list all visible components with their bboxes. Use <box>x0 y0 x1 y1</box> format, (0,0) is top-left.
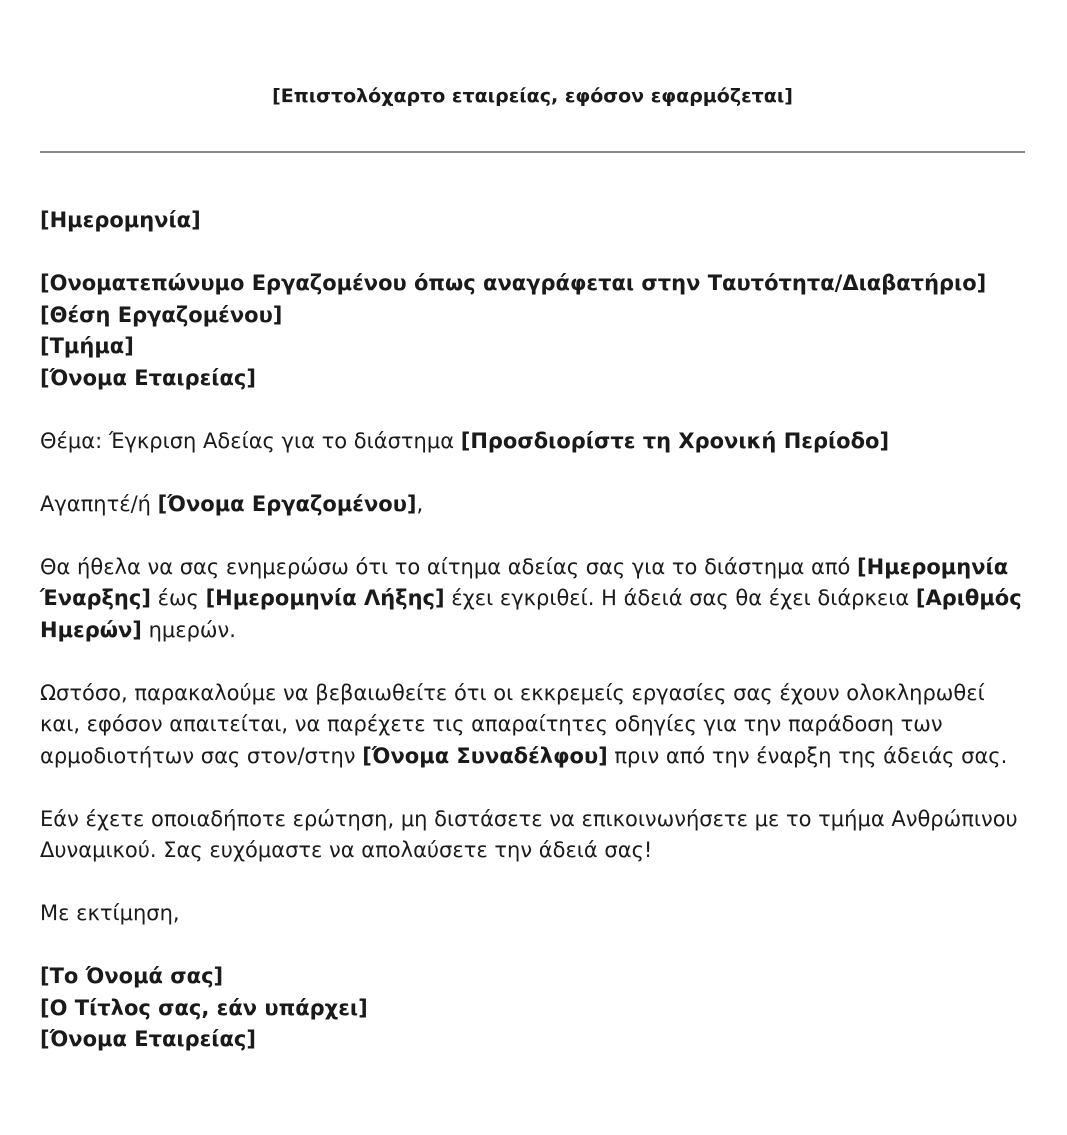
paragraph-approval <box>40 552 1025 647</box>
closing-line: Με εκτίμηση, <box>40 901 180 925</box>
date-line: [Ημερομηνία] <box>40 208 201 232</box>
salutation-line <box>40 489 1025 521</box>
days-count-placeholder: [Αριθμός Ημερών] <box>40 586 1022 642</box>
colleague-name-placeholder: [Όνομα Συναδέλφου] <box>362 743 608 768</box>
subject-period-placeholder: [Προσδιορίστε τη Χρονική Περίοδο] <box>460 428 890 453</box>
paragraph-text: Θα ήθελα να σας ενημερώσω ότι το αίτημα αδείας σας για το διάστημα από <box>40 554 858 579</box>
salutation-name-placeholder: [Όνομα Εργαζομένου] <box>157 491 417 516</box>
paragraph-text: Εάν έχετε οποιαδήποτε ερώτηση, μη διστάσετε να επικοινωνήσετε με το τμήμα Ανθρώπινου Δυναμικού. Σας ευχόμαστε να απολαύσετε την άδειά σας! <box>40 806 1018 862</box>
paragraph-text: ημερών. <box>141 617 236 642</box>
paragraph-handover <box>40 678 1025 773</box>
subject-prefix: Θέμα: Έγκριση Αδείας για το διάστημα <box>40 428 461 453</box>
salutation-suffix: , <box>416 491 424 516</box>
recipient-block <box>40 268 1025 394</box>
signature-company: [Όνομα Εταιρείας] <box>40 1027 256 1051</box>
paragraph-text: έως <box>150 586 206 610</box>
recipient-department: [Τμήμα] <box>40 334 134 358</box>
paragraph-text: έχει εγκριθεί. Η άδειά σας θα έχει διάρκεια <box>444 586 916 610</box>
paragraph-text: πριν από την έναρξη της άδειάς σας. <box>607 743 1008 768</box>
subject-line <box>40 426 1025 458</box>
signature-name: [Το Όνομά σας] <box>40 964 224 988</box>
start-date-placeholder: [Ημερομηνία Έναρξης] <box>40 554 1009 610</box>
salutation-prefix: Αγαπητέ/ή <box>40 491 158 516</box>
paragraph-text: Ωστόσο, παρακαλούμε να βεβαιωθείτε ότι οι εκκρεμείς εργασίες σας έχουν ολοκληρωθεί και, εφόσον απαιτείται, να παρέχετε τις απαραίτητες οδηγίες για την παράδοση των αρμοδιοτήτων σας στον/στην <box>40 680 985 768</box>
signature-title: [Ο Τίτλος σας, εάν υπάρχει] <box>40 995 368 1020</box>
recipient-name: [Ονοματεπώνυμο Εργαζομένου όπως αναγράφεται στην Ταυτότητα/Διαβατήριο] <box>40 271 987 295</box>
signature-block <box>40 961 1025 1056</box>
paragraph-contact-hr <box>40 804 1025 867</box>
end-date-placeholder: [Ημερομηνία Λήξης] <box>205 586 445 610</box>
letterhead-placeholder: [Επιστολόχαρτο εταιρείας, εφόσον εφαρμόζεται] <box>272 85 793 107</box>
recipient-company: [Όνομα Εταιρείας] <box>40 365 256 390</box>
divider-line <box>40 151 1025 153</box>
recipient-position: [Θέση Εργαζομένου] <box>40 302 283 327</box>
